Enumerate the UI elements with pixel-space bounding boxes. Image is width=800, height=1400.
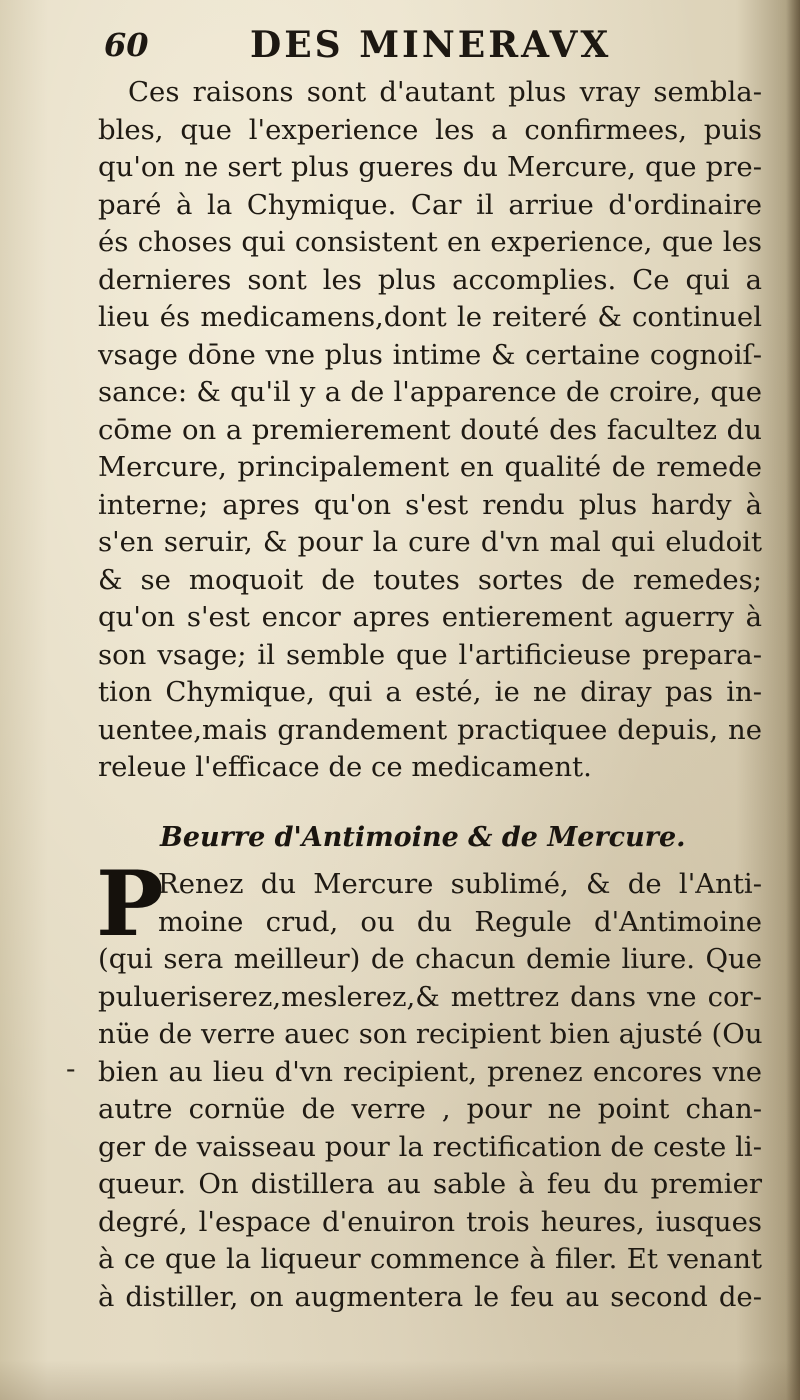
text-line: & se moquoit de toutes sortes de remedes; (98, 563, 762, 596)
text-line: à ce que la liqueur commence à filer. Et venant (98, 1243, 762, 1275)
text-line: dernieres sont les plus accomplies. Ce qui a (98, 263, 762, 296)
text-line: paré à la Chymique. Car il arriue d'ordinaire (98, 188, 762, 221)
text-line: Ces raisons sont d'autant plus vray sembla- (128, 76, 762, 108)
running-head: DES MINERAVX (250, 24, 612, 66)
text-line: ger de vaisseau pour la rectification de ceste li- (98, 1130, 762, 1163)
text-line: son vsage; il semble que l'artificieuse prepara- (98, 638, 762, 671)
text-line: releue l'efficace de ce medicament. (98, 751, 592, 783)
text-line: à distiller, on augmentera le feu au second de- (98, 1280, 762, 1313)
text-line: qu'on ne sert plus gueres du Mercure, que pre- (98, 151, 762, 183)
text-line: és choses qui consistent en experience, que les (98, 226, 762, 258)
spine-shadow (786, 0, 800, 1400)
text-line: moine crud, ou du Regule d'Antimoine (158, 905, 762, 938)
page-number: 60 (104, 26, 149, 64)
text-line: cōme on a premierement douté des facultez du (98, 413, 762, 446)
text-line: bien au lieu d'vn recipient, prenez encores vne (98, 1055, 762, 1088)
paragraph-1 (98, 74, 762, 787)
text-line: nüe de verre auec son recipient bien ajusté (Ou (98, 1018, 763, 1050)
text-line: qu'on s'est encor apres entierement aguerry à (98, 601, 762, 633)
page-edge-shading (0, 1360, 800, 1400)
drop-cap: P (96, 851, 164, 957)
text-line: lieu és medicamens,dont le reiteré & continuel (98, 301, 762, 333)
text-line: (qui sera meilleur) de chacun demie liure. Que (98, 943, 762, 975)
text-line: pulueriserez,meslerez,& mettrez dans vne cor- (98, 980, 762, 1013)
text-line: vsage dōne vne plus intime & certaine cognoiſ- (98, 338, 762, 371)
text-line: tion Chymique, qui a esté, ie ne diray pas in- (98, 676, 762, 708)
text-line: autre cornüe de verre , pour ne point chan- (98, 1093, 762, 1125)
text-line: bles, que l'experience les a confirmees, puis (98, 113, 762, 146)
page-header (100, 22, 760, 70)
margin-mark: - (66, 1052, 76, 1085)
text-line: Mercure, principalement en qualité de remede (98, 451, 762, 483)
text-line: Renez du Mercure sublimé, & de l'Anti- (158, 868, 762, 900)
text-line: degré, l'espace d'enuiron trois heures, iusques (98, 1205, 762, 1238)
text-line: uentee,mais grandement practiquee depuis, ne (98, 713, 762, 746)
section-title: Beurre d'Antimoine & de Mercure. (160, 822, 686, 853)
text-line: sance: & qu'il y a de l'apparence de croire, que (98, 376, 762, 408)
text-line: queur. On distillera au sable à feu du premier (98, 1168, 762, 1200)
text-line: s'en seruir, & pour la cure d'vn mal qui eludoit (98, 526, 762, 558)
paragraph-2 (98, 866, 762, 1316)
text-line: interne; apres qu'on s'est rendu plus hardy à (98, 488, 762, 521)
